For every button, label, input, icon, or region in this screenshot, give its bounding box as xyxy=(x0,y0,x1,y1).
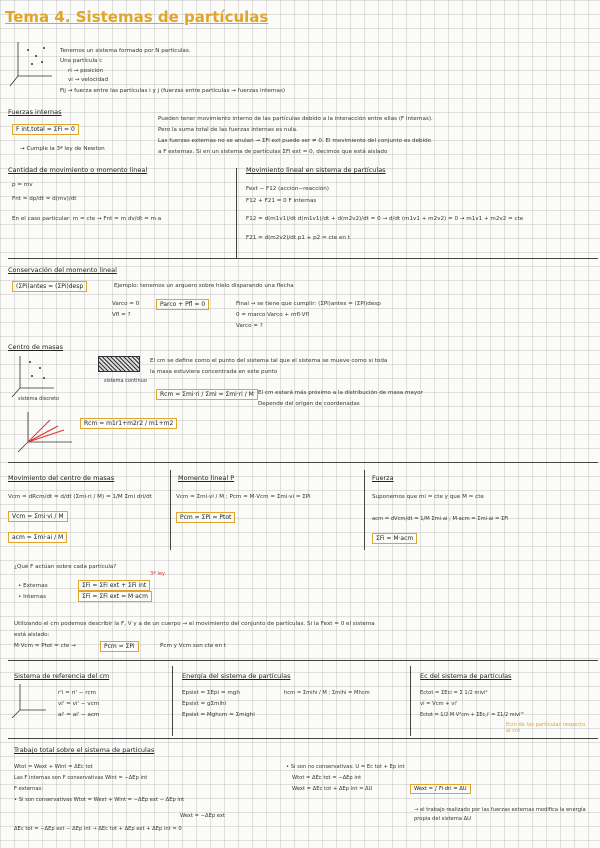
cm-vector-sketch xyxy=(14,408,78,454)
coordinate-axes-sketch xyxy=(8,38,56,88)
ref-cm-line-3: ai' = ai' − acm xyxy=(58,712,100,718)
centro-masas-text2-1: El cm estará más próximo a la distribución de masa mayor xyxy=(258,390,423,396)
box-rcm-formula: Rcm = Σmi·ri / Σmi = Σmi·ri / M xyxy=(156,389,258,400)
fuerzas-internas-text-1: Pueden tener movimiento interno de las partículas debido a la interacción entre ellas (F internas). xyxy=(158,116,433,122)
box-vcm: Vcm = Σmi·vi / M xyxy=(8,511,68,522)
heading-energia: Energía del sistema de partículas xyxy=(182,672,291,680)
ec-line-3: Ectot = 1/2 M V²cm + ΣEc,i' = Σ1/2 mivi'² xyxy=(420,712,524,718)
heading-cantidad-movimiento: Cantidad de movimiento o momento lineal xyxy=(8,166,148,174)
centro-masas-text-1: El cm se define como el punto del sistema tal que el sistema se mueve como si toda xyxy=(150,358,388,364)
cantidad-mov-line-3: En el caso particular: m = cte → Fnt = m dv/dt = m·a xyxy=(12,216,162,222)
mov-lineal-line-1: Fext − F12 (acción−reacción) xyxy=(246,186,329,192)
trabajo-right-1: • Si son no conservativas: U = Ec tot + Ep int xyxy=(286,764,405,770)
heading-fuerza: Fuerza xyxy=(372,474,394,482)
question-fuerzas: ¿Qué F actúan sobre cada partícula? xyxy=(14,564,117,570)
centro-masas-text-2: la masa estuviera concentrada en este punto xyxy=(150,369,278,375)
trabajo-right-2: Wtot = ΔEc tot = −ΔEp int xyxy=(292,775,362,781)
cantidad-mov-line-2: Fnt = dp/dt = d(mv)/dt xyxy=(12,196,77,202)
heading-momento-lineal: Momento lineal P xyxy=(178,474,235,482)
box-pcm: Pcm = ΣPi = Ptot xyxy=(176,512,235,523)
intro-line-4: vi → velocidad xyxy=(68,77,108,83)
conservacion-right-2: 0 = marco·Varco + mfl·Vfl xyxy=(236,312,309,318)
fuerza-line-2: acm = dVcm/dt = 1/M Σmi·ai ; M·acm = Σmi·ai = ΣFi xyxy=(372,516,509,522)
caption-discrete: sistema discreto xyxy=(18,396,60,402)
heading-trabajo: Trabajo total sobre el sistema de partículas xyxy=(14,746,155,754)
item-internas: • Internas xyxy=(18,594,46,600)
conservacion-left-2: Vfl = ? xyxy=(112,312,131,318)
energia-line-3: Epsist = Mghcm = Σmighi xyxy=(182,712,255,718)
que-fuerzas-text-1: Utilizando el cm podemos describir la F, V y a de un cuerpo → el movimiento del conjunto de partículas. Si la Fext = 0 el sistema xyxy=(14,621,375,627)
trabajo-left-1: Wtot = Wext + Wint = ΔEc tot xyxy=(14,764,93,770)
que-fuerzas-text-2: está aislado: xyxy=(14,632,50,638)
ref-cm-line-1: r'i = ri' − rcm xyxy=(58,690,96,696)
box-fuerza-interna-total: F int,total = ΣFi = 0 xyxy=(12,124,79,135)
ec-note: Ecin de las partículas respecto al cm xyxy=(506,722,586,734)
cantidad-mov-line-1: p = mv xyxy=(12,182,33,188)
box-rcm-two-particles: Rcm = m1r1+m2r2 / m1+m2 xyxy=(80,418,177,429)
intro-line-5: Fij → fuerza entre las partículas i y j (fuerzas entre partículas → fuerzas internas) xyxy=(60,88,286,94)
conservacion-example: Ejemplo: tenemos un arquero sobre hielo disparando una flecha xyxy=(114,283,294,289)
mov-lineal-line-4: F21 = d(m2v2)/dt p1 + p2 = cte en t xyxy=(246,235,350,241)
energia-hcm: hcm = Σmihi / M ; Σmihi = Mhcm xyxy=(284,690,370,696)
ec-line-2: vi = Vcm + vi' xyxy=(420,701,458,707)
energia-line-1: Epsist = ΣEpi = mgh xyxy=(182,690,240,696)
heading-ec: Ec del sistema de partículas xyxy=(420,672,512,680)
trabajo-left-4: • Si son conservativas Wtot = Wext + Wint = −ΔEp ext − ΔEp int xyxy=(14,797,185,803)
energia-line-2: Epsist = gΣmihi xyxy=(182,701,227,707)
fuerza-line-1: Suponemos que mi = cte y que M = cte xyxy=(372,494,484,500)
momento-lineal-line-1: Vcm = Σmi·vi / M ; Pcm = M·Vcm = Σmi·vi = ΣPi xyxy=(176,494,311,500)
page-title: Tema 4. Sistemas de partículas xyxy=(5,8,269,26)
trabajo-left-6: ΔEc tot = −ΔEp ext − ΔEp int → ΔEc tot + ΔEp ext + ΔEp int = 0 xyxy=(14,826,182,832)
ref-cm-line-2: vi' = vi' − vcm xyxy=(58,701,100,707)
discrete-system-sketch xyxy=(10,352,58,398)
trabajo-right-3: Wext = ΔEc tot + ΔEp int = ΔU xyxy=(292,786,373,792)
conservacion-right-3: Varco = ? xyxy=(236,323,263,329)
centro-masas-text2-2: Depende del origen de coordenadas xyxy=(258,401,360,407)
intro-line-2: Una partícula i: xyxy=(60,58,103,64)
fuerzas-internas-text-4: a F externas. Si en un sistema de partículas ΣFi ext = 0, decimos que está aislado xyxy=(158,149,388,155)
note-tercera-ley: → Cumple la 3ª ley de Newton xyxy=(20,146,105,152)
trabajo-right-5: → el trabajo realizado por las fuerzas externas modifica la energía propia del sistema ΔU xyxy=(414,807,586,822)
fuerzas-internas-text-2: Pero la suma total de las fuerzas internas es nula. xyxy=(158,127,298,133)
box-acm: acm = Σmi·ai / M xyxy=(8,532,67,543)
que-fuerzas-text-3: M·Vcm = Ptot = cte → xyxy=(14,643,76,649)
conservacion-right-1: Final → se tiene que cumplir: (ΣPi)antes = (ΣPi)desp xyxy=(236,301,381,307)
trabajo-left-3: F externas: xyxy=(14,786,43,792)
box-conservacion: (ΣPi)antes = (ΣPi)desp xyxy=(12,281,87,292)
box-conservacion-arco: Parco + Pfl = 0 xyxy=(156,299,209,310)
mov-lineal-line-3: F12 = d(m1v1)/dt d(m1v1)/dt + d(m2v2)/dt = 0 → d/dt (m1v1 + m2v2) = 0 → m1v1 + m2v2 = cte xyxy=(246,216,524,222)
conservacion-left-1: Varco = 0 xyxy=(112,301,140,307)
box-sum-fi-ext-int: ΣFi = ΣFi ext + ΣFi int xyxy=(78,580,150,591)
heading-centro-masas: Centro de masas xyxy=(8,343,64,351)
fuerzas-internas-text-3: Las fuerzas externas no se anulan → ΣFi ext puede ser ≠ 0. El movimiento del conjunto es debido xyxy=(158,138,432,144)
trabajo-left-5: Wext = −ΔEp ext xyxy=(180,813,225,819)
box-sum-fuerzas: ΣFi = M·acm xyxy=(372,533,417,544)
caption-continuous: sistema continuo xyxy=(104,378,147,384)
heading-conservacion: Conservación del momento lineal xyxy=(8,266,117,274)
heading-mov-lineal-sistema: Movimiento lineal en sistema de partículas xyxy=(246,166,386,174)
item-externas: • Externas xyxy=(18,583,48,589)
intro-line-1: Tenemos un sistema formado por N partículas. xyxy=(60,48,191,54)
box-pcm-sum: Pcm = ΣPi xyxy=(100,641,139,652)
note-3a-ley: 3ª ley xyxy=(150,571,166,577)
box-wext: Wext = ∫ Fi·dri = ΔU xyxy=(410,784,471,794)
heading-mov-cm: Movimiento del centro de masas xyxy=(8,474,115,482)
continuous-body-sketch xyxy=(98,356,140,372)
box-sum-fi-ext: ΣFi = ΣFi ext = M·acm xyxy=(78,591,152,602)
trabajo-left-2: Las F internas son F conservativas Wint = −ΔEp int xyxy=(14,775,148,781)
mov-cm-line-1: Vcm = dRcm/dt = d/dt (Σmi·ri / M) = 1/M Σmi dri/dt xyxy=(8,494,152,500)
intro-line-3: ri → posición xyxy=(68,68,104,74)
ref-cm-axes-sketch xyxy=(10,680,50,720)
heading-ref-cm: Sistema de referencia del cm xyxy=(14,672,110,680)
heading-fuerzas-internas: Fuerzas internas xyxy=(8,108,62,116)
ec-line-1: Ectot = ΣEci = Σ 1/2 mivi² xyxy=(420,690,488,696)
que-fuerzas-tail: Pcm y Vcm son cte en t xyxy=(160,643,226,649)
mov-lineal-line-2: F12 + F21 = 0 F internas xyxy=(246,198,317,204)
